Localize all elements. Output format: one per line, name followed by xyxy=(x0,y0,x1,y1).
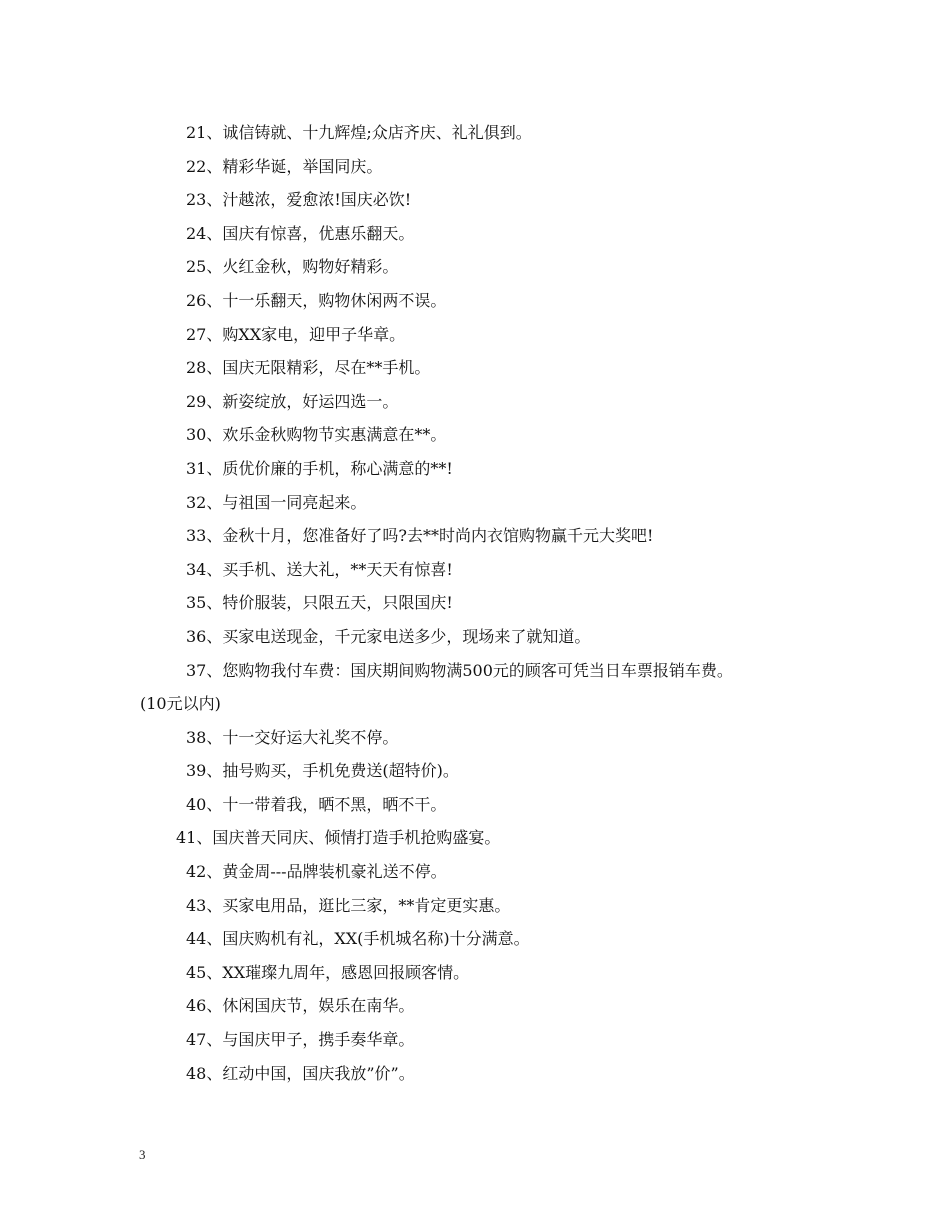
document-body xyxy=(140,116,830,1090)
list-item: 44、国庆购机有礼，XX(手机城名称)十分满意。 xyxy=(186,929,530,949)
list-item: 32、与祖国一同亮起来。 xyxy=(186,492,367,512)
list-item: 45、XX璀璨九周年，感恩回报顾客情。 xyxy=(186,962,470,982)
list-item: 40、十一带着我，晒不黑，晒不干。 xyxy=(186,794,447,814)
list-item: 36、买家电送现金，千元家电送多少，现场来了就知道。 xyxy=(186,626,591,646)
list-item: 28、国庆无限精彩，尽在**手机。 xyxy=(186,358,431,378)
list-item: 22、精彩华诞，举国同庆。 xyxy=(186,156,383,176)
list-item: 27、购XX家电，迎甲子华章。 xyxy=(186,324,406,344)
list-item: 43、买家电用品，逛比三家，**肯定更实惠。 xyxy=(186,895,511,915)
list-item: 39、抽号购买，手机免费送(超特价)。 xyxy=(186,761,459,781)
list-item: 38、十一交好运大礼奖不停。 xyxy=(186,727,399,747)
list-item: 48、红动中国，国庆我放”价”。 xyxy=(186,1063,415,1083)
list-item: 41、国庆普天同庆、倾情打造手机抢购盛宴。 xyxy=(176,828,501,848)
list-item: 35、特价服装，只限五天，只限国庆! xyxy=(186,593,453,613)
list-item: 26、十一乐翻天，购物休闲两不误。 xyxy=(186,290,447,310)
list-item: 37、您购物我付车费：国庆期间购物满500元的顾客可凭当日车票报销车费。 xyxy=(186,660,733,680)
list-item: 47、与国庆甲子，携手奏华章。 xyxy=(186,1030,415,1050)
list-item: 24、国庆有惊喜，优惠乐翻天。 xyxy=(186,223,415,243)
list-item: 29、新姿绽放，好运四选一。 xyxy=(186,391,399,411)
list-item: 21、诚信铸就、十九辉煌;众店齐庆、礼礼俱到。 xyxy=(186,123,532,142)
list-item: 33、金秋十月，您准备好了吗?去**时尚内衣馆购物赢千元大奖吧! xyxy=(186,526,654,546)
list-item: 46、休闲国庆节，娱乐在南华。 xyxy=(186,996,415,1016)
list-item: 23、汁越浓，爱愈浓!国庆必饮! xyxy=(186,190,412,210)
list-item: 34、买手机、送大礼，**天天有惊喜! xyxy=(186,559,453,579)
list-item-continuation: (10元以内) xyxy=(140,694,221,714)
list-item: 25、火红金秋，购物好精彩。 xyxy=(186,257,399,277)
list-item: 31、质优价廉的手机，称心满意的**! xyxy=(186,458,453,478)
list-item: 42、黄金周---品牌装机豪礼送不停。 xyxy=(186,862,447,882)
list-item: 30、欢乐金秋购物节实惠满意在**。 xyxy=(186,425,447,445)
page-number: 3 xyxy=(139,1147,146,1162)
